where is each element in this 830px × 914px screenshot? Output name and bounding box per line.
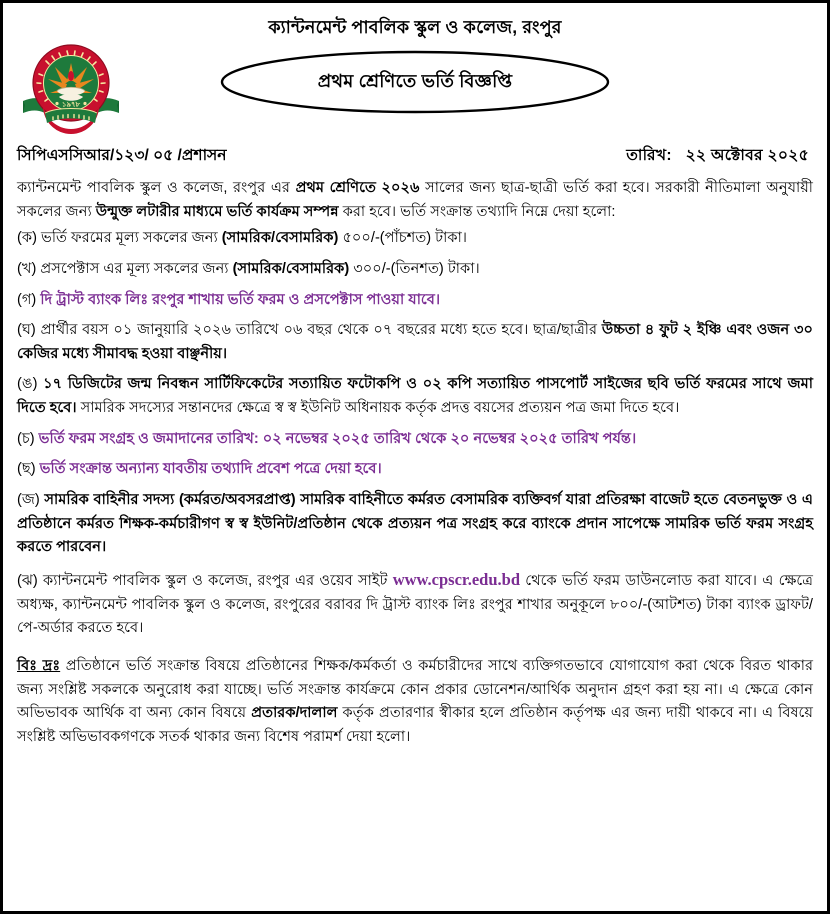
notice-item-text: ভর্তি ফরমের মূল্য সকলের জন্য bbox=[36, 230, 222, 247]
school-crest-logo bbox=[19, 39, 123, 135]
notice-header bbox=[17, 9, 813, 137]
intro-paragraph bbox=[17, 177, 813, 224]
notice-item-marker: (ঙ) bbox=[17, 376, 38, 393]
notice-item-text: সামরিক সদস্যের সন্তানদের ক্ষেত্রে স্ব স্ব ইউনিট অধিনায়ক কর্তৃক প্রদত্ত বয়সের প্রত্যয়ন পত্র জমা দিতে হবে। bbox=[76, 400, 680, 417]
intro-bold-2: উন্মুক্ত লটারীর মাধ্যমে ভর্তি কার্যক্রম সম্পন্ন bbox=[95, 203, 339, 220]
intro-bold-1: প্রথম শ্রেণিতে ২০২৬ bbox=[295, 180, 420, 196]
note-part-1: প্রতিষ্ঠানে ভর্তি সংক্রান্ত বিষয়ে প্রতিষ্ঠানের শিক্ষক/কর্মকর্তা ও কর্মচারীদের সাথে ব্যক্তিগতভাবে যোগাযোগ করা থেকে বিরত থাকার জন্য সংশ্লিষ্ট সকলকে অনুরোধ করা যাচ্ছে। ভর্তি সংক্রান্ত কার্যক্রমে কোন প্রকার ডোনেশন/আর্থিক অনুদান গ্রহণ করা হয় না। এ ক্ষেত্রে কোন অভিভাবক আর্থিক বা অন্য কোন বিষয়ে bbox=[17, 657, 813, 722]
notice-item bbox=[17, 428, 813, 452]
notice-item-text: ভর্তি ফরম সংগ্রহ ও জমাদানের তারিখ: ০২ নভেম্বর ২০২৫ তারিখ থেকে ২০ নভেম্বর ২০২৫ তারিখ পর্যন্ত। bbox=[34, 430, 637, 447]
item-web bbox=[17, 567, 813, 641]
item-web-after: থেকে ভর্তি ফরম ডাউনলোড করা যাবে। এ ক্ষেত্রে অধ্যক্ষ, ক্যান্টনমেন্ট পাবলিক স্কুল ও কলেজ, রংপুরের বরাবর দি ট্রাস্ট ব্যাংক লিঃ রংপুর শাখার অনুকূলে ৮০০/-(আটশত) টাকা ব্যাংক ড্রাফট/পে-অর্ডার করতে হবে। bbox=[17, 572, 813, 637]
intro-part-3: করা হবে। ভর্তি সংক্রান্ত তথ্যাদি নিম্নে দেয়া হলো: bbox=[338, 203, 616, 220]
notice-items-list bbox=[17, 227, 813, 560]
notice-item bbox=[17, 458, 813, 482]
website-url[interactable]: www.cpscr.edu.bd bbox=[392, 569, 520, 589]
notice-title: প্রথম শ্রেণিতে ভর্তি বিজ্ঞপ্তি bbox=[317, 70, 513, 91]
notice-item-text: সামরিক বাহিনীর সদস্য (কর্মরত/অবসরপ্রাপ্ত) সামরিক বাহিনীতে কর্মরত বেসামরিক ব্যক্তিবর্গ যারা প্রতিরক্ষা বাজেট হতে বেতনভুক্ত ও এ প্রতিষ্ঠানে কর্মরত শিক্ষক-কর্মচারীগণ স্ব স্ব ইউনিট/প্রতিষ্ঠান থেকে প্রত্যয়ন পত্র সংগ্রহ করে ব্যাংকে প্রদান সাপেক্ষে সামরিক ভর্তি ফরম সংগ্রহ করতে পারবেন। bbox=[17, 492, 813, 556]
memo-date-value: ২২ অক্টোবর ২০২৫ bbox=[685, 147, 809, 164]
notice-item bbox=[17, 489, 813, 560]
notice-item-text: ভর্তি সংক্রান্ত অন্যান্য যাবতীয় তথ্যাদি প্রবেশ পত্রে দেয়া হবে। bbox=[35, 461, 382, 478]
notice-item-marker: (চ) bbox=[17, 430, 35, 447]
memo-date bbox=[626, 143, 809, 169]
notice-item-marker: (ঘ) bbox=[17, 322, 36, 339]
intro-part-2: সালের জন্য ছাত্র-ছাত্রী ভর্তি করা হবে। সরকারী নীতিমালা অনুযায়ী সকলের জন্য bbox=[17, 180, 813, 220]
notice-item-marker: (খ) bbox=[17, 260, 37, 277]
footer-note bbox=[17, 655, 813, 750]
item-web-before: ক্যান্টনমেন্ট পাবলিক স্কুল ও কলেজ, রংপুর এর ওয়েব সাইট bbox=[37, 572, 393, 589]
notice-item-text: ৩০০/-(তিনশত) টাকা। bbox=[349, 260, 480, 277]
notice-item-marker: (ছ) bbox=[17, 461, 36, 478]
notice-item-text: ১৭ ডিজিটের জন্ম নিবন্ধন সার্টিফিকেটের সত্যায়িত ফটোকপি ও ০২ কপি সত্যায়িত পাসপোর্ট সাইজের ছবি ভর্তি ফরমের সাথে জমা দিতে হবে। bbox=[17, 376, 813, 417]
notice-item bbox=[17, 258, 813, 282]
notice-item-text: (সামরিক/বেসামরিক) bbox=[232, 260, 350, 277]
notice-item-marker: (গ) bbox=[17, 291, 37, 308]
item-web-marker: (ঝ) bbox=[17, 572, 38, 589]
notice-item bbox=[17, 227, 813, 251]
notice-item-marker: (জ) bbox=[17, 492, 40, 509]
notice-item bbox=[17, 373, 813, 420]
notice-item-text: (সামরিক/বেসামরিক) bbox=[221, 230, 339, 247]
notice-item-text: ৫০০/-(পাঁচশত) টাকা। bbox=[338, 230, 468, 247]
notice-title-ellipse bbox=[219, 49, 611, 115]
svg-text:১৯৭৮: ১৯৭৮ bbox=[61, 101, 81, 109]
notice-item-text: প্রসপেক্টাস এর মূল্য সকলের জন্য bbox=[36, 260, 233, 277]
notice-item-text: উচ্চতা ৪ ফুট ২ ইঞ্চি এবং ওজন ৩০ কেজির মধ্যে সীমাবদ্ধ হওয়া বাঞ্ছনীয়। bbox=[17, 322, 813, 362]
note-highlight: প্রতারক/দালাল bbox=[251, 705, 338, 722]
note-label: বিঃ দ্রঃ bbox=[17, 657, 61, 674]
intro-part-1: ক্যান্টনমেন্ট পাবলিক স্কুল ও কলেজ, রংপুর এর bbox=[17, 180, 296, 196]
notice-body bbox=[17, 177, 813, 750]
memo-date-label: তারিখ: bbox=[626, 147, 672, 164]
notice-item-marker: (ক) bbox=[17, 230, 37, 247]
notice-item-text: প্রার্থীর বয়স ০১ জানুয়ারি ২০২৬ তারিখে ০৬ বছর থেকে ০৭ বছরের মধ্যে হতে হবে। ছাত্র/ছাত্রীর bbox=[35, 322, 602, 339]
note-part-2: কর্তৃক প্রতারণার স্বীকার হলে প্রতিষ্ঠান কর্তৃপক্ষ এর জন্য দায়ী থাকবে না। এ বিষয়ে সংশ্লিষ্ট অভিভাবকগণকে সতর্ক থাকার জন্য বিশেষ পরামর্শ দেয়া হলো। bbox=[17, 705, 813, 745]
notice-item bbox=[17, 319, 813, 366]
memo-row bbox=[17, 143, 813, 169]
school-name-heading: ক্যান্টনমেন্ট পাবলিক স্কুল ও কলেজ, রংপুর bbox=[268, 17, 562, 37]
memo-number: সিপিএসসিআর/১২৩/ ০৫ /প্রশাসন bbox=[17, 147, 227, 164]
notice-item-text: দি ট্রাস্ট ব্যাংক লিঃ রংপুর শাখায় ভর্তি ফরম ও প্রসপেক্টাস পাওয়া যাবে। bbox=[36, 291, 441, 308]
notice-item bbox=[17, 289, 813, 313]
